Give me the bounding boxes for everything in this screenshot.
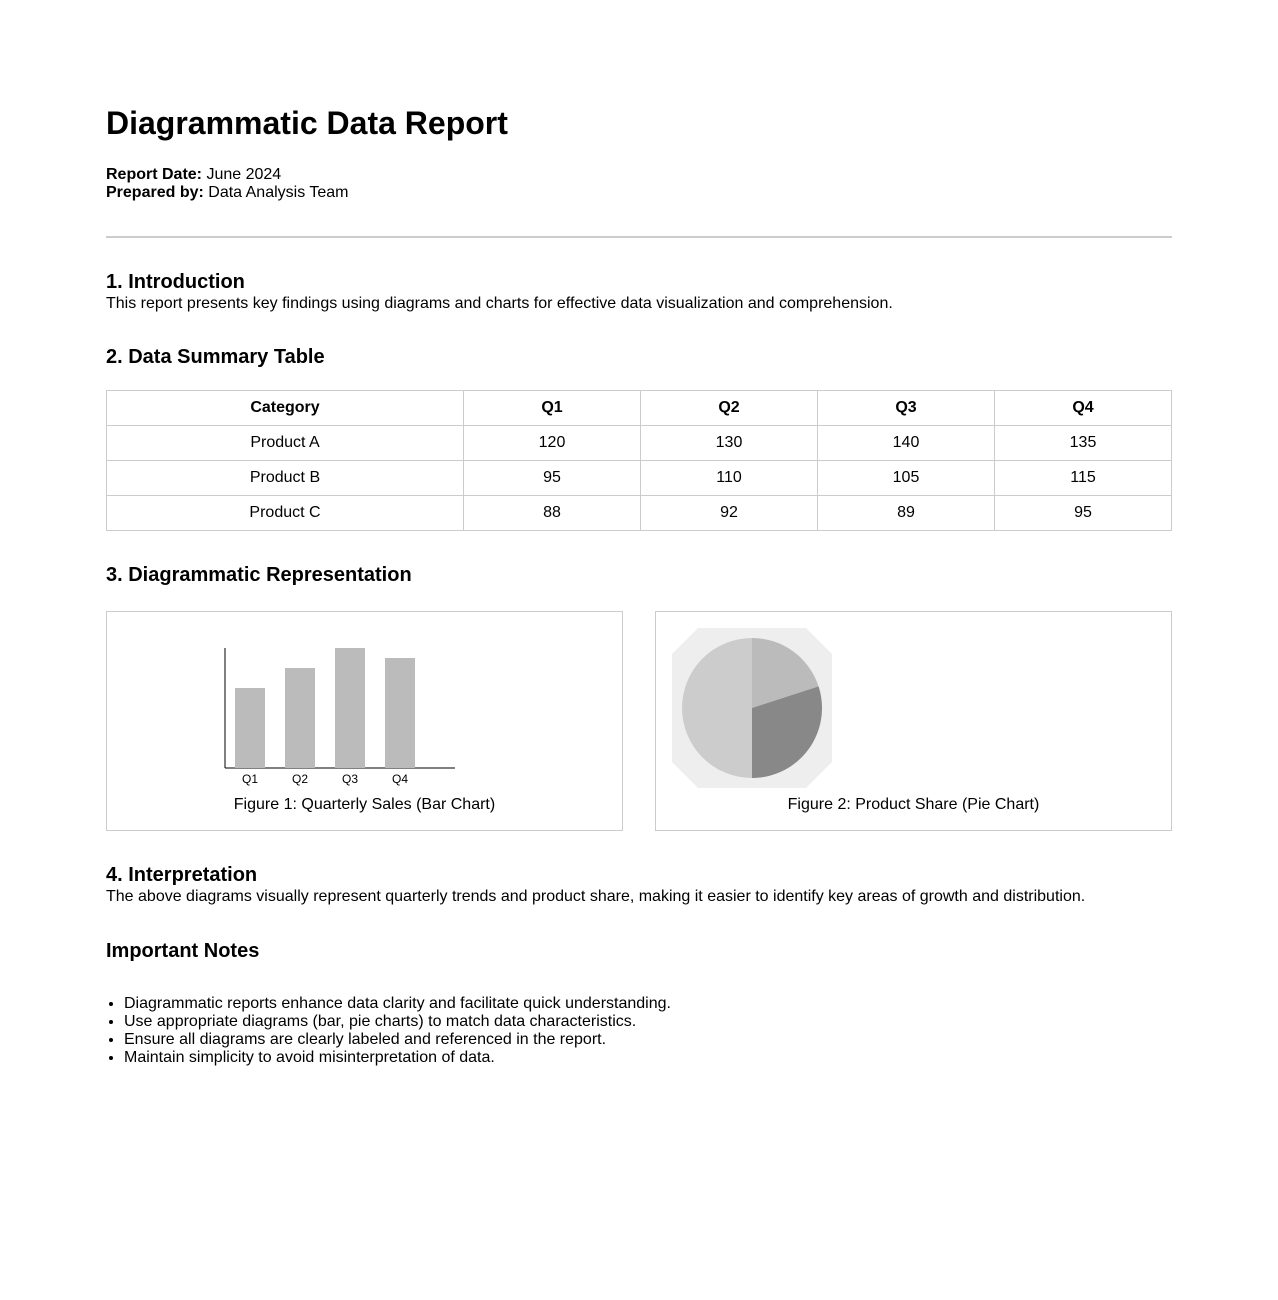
table-cell: 140 bbox=[818, 426, 995, 461]
table-cell: 105 bbox=[818, 461, 995, 496]
table-cell: Product A bbox=[107, 426, 464, 461]
table-cell: 95 bbox=[464, 461, 641, 496]
table-header-cell: Q3 bbox=[818, 391, 995, 426]
figure-bar-chart bbox=[106, 611, 623, 831]
table-header-cell: Q2 bbox=[641, 391, 818, 426]
notes-list bbox=[106, 995, 1172, 1067]
bar-q2 bbox=[285, 668, 315, 768]
list-item: • Maintain simplicity to avoid misinterpretation of data. bbox=[124, 1049, 1172, 1067]
table-row bbox=[107, 426, 1172, 461]
x-tick-label: Q4 bbox=[391, 772, 409, 786]
bar-chart bbox=[107, 612, 622, 792]
figure-1-caption: Figure 1: Quarterly Sales (Bar Chart) bbox=[233, 796, 496, 813]
table-cell: 120 bbox=[464, 426, 641, 461]
list-item: • Ensure all diagrams are clearly labeled and referenced in the report. bbox=[124, 1031, 1172, 1049]
report-title: Diagrammatic Data Report bbox=[106, 105, 508, 141]
diagrams-heading: 3. Diagrammatic Representation bbox=[106, 564, 412, 586]
x-tick-label: Q1 bbox=[241, 772, 259, 786]
bar-q1 bbox=[235, 688, 265, 768]
table-cell: Product C bbox=[107, 496, 464, 531]
table-cell: 115 bbox=[995, 461, 1172, 496]
table-cell: 135 bbox=[995, 426, 1172, 461]
table-cell: 130 bbox=[641, 426, 818, 461]
table-cell: Product B bbox=[107, 461, 464, 496]
table-header-cell: Category bbox=[107, 391, 464, 426]
x-tick-label: Q2 bbox=[291, 772, 309, 786]
prepared-by-value: Data Analysis Team bbox=[208, 184, 349, 201]
notes-heading: Important Notes bbox=[106, 940, 260, 962]
table-header-cell: Q1 bbox=[464, 391, 641, 426]
table-header-cell: Q4 bbox=[995, 391, 1172, 426]
table-cell: 92 bbox=[641, 496, 818, 531]
interpretation-text: The above diagrams visually represent quarterly trends and product share, making it easier to identify key areas of growth and distribution. bbox=[106, 888, 1086, 905]
table-cell: 89 bbox=[818, 496, 995, 531]
data-summary-table bbox=[106, 390, 1172, 531]
table-cell: 95 bbox=[995, 496, 1172, 531]
table-row bbox=[107, 496, 1172, 531]
report-date-label: Report Date: bbox=[106, 166, 203, 183]
intro-heading: 1. Introduction bbox=[106, 271, 245, 293]
figures-row bbox=[106, 611, 1172, 831]
intro-text: This report presents key findings using diagrams and charts for effective data visualization and comprehension. bbox=[106, 295, 893, 312]
prepared-by-line bbox=[106, 184, 1172, 202]
x-tick-label: Q3 bbox=[341, 772, 359, 786]
pie-chart bbox=[656, 612, 1171, 792]
bar-q3 bbox=[335, 648, 365, 768]
report-meta bbox=[106, 166, 1172, 202]
bar-q4 bbox=[385, 658, 415, 768]
table-heading: 2. Data Summary Table bbox=[106, 346, 325, 368]
table-cell: 110 bbox=[641, 461, 818, 496]
table-row bbox=[107, 461, 1172, 496]
list-item: • Diagrammatic reports enhance data clarity and facilitate quick understanding. bbox=[124, 995, 1172, 1013]
list-item: • Use appropriate diagrams (bar, pie charts) to match data characteristics. bbox=[124, 1013, 1172, 1031]
figure-pie-chart bbox=[655, 611, 1172, 831]
report-date-line bbox=[106, 166, 1172, 184]
header-divider bbox=[106, 236, 1172, 238]
interpretation-heading: 4. Interpretation bbox=[106, 864, 258, 886]
table-cell: 88 bbox=[464, 496, 641, 531]
table-header-row bbox=[107, 391, 1172, 426]
figure-2-caption: Figure 2: Product Share (Pie Chart) bbox=[787, 796, 1040, 813]
report-date-value: June 2024 bbox=[206, 166, 282, 183]
prepared-by-label: Prepared by: bbox=[106, 184, 204, 201]
